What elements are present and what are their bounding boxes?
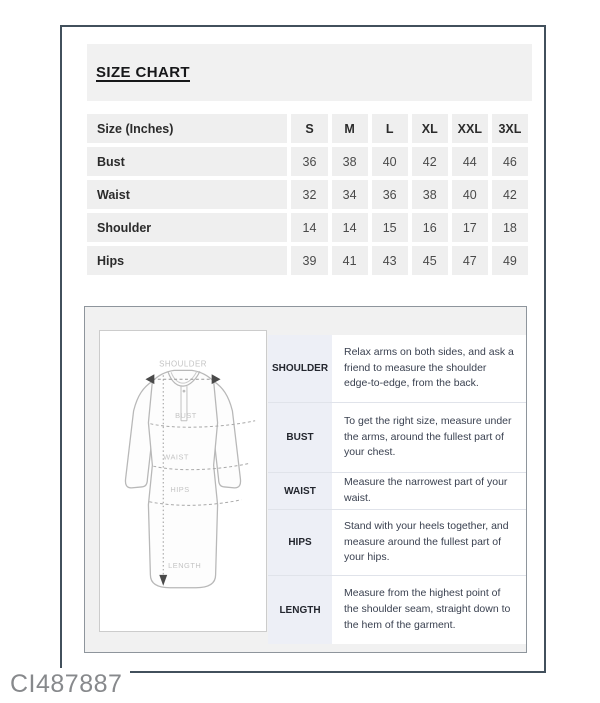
size-value-cell: 14 (291, 213, 327, 242)
dress-diagram (99, 330, 267, 632)
size-table-row (87, 180, 528, 209)
measurement-description: Measure the narrowest part of your waist. (344, 476, 508, 504)
size-column-header: 3XL (492, 114, 528, 143)
measurement-row-label: Shoulder (87, 213, 287, 242)
size-column-header: S (291, 114, 327, 143)
measurement-label: BUST (268, 403, 332, 472)
size-value-cell: 16 (412, 213, 448, 242)
size-value-cell: 40 (452, 180, 488, 209)
dress-body (148, 370, 217, 587)
instruction-row (268, 335, 526, 402)
diagram-label-shoulder: SHOULDER (159, 359, 207, 369)
size-table-row (87, 213, 528, 242)
size-value-cell: 36 (372, 180, 408, 209)
size-value-cell: 40 (372, 147, 408, 176)
size-value-cell: 15 (372, 213, 408, 242)
measurement-description: Stand with your heels together, and measure around the fullest part of your hips. (344, 519, 509, 564)
size-table (83, 110, 532, 279)
measurement-label: HIPS (268, 510, 332, 575)
dress-sketch (100, 331, 266, 631)
size-value-cell: 43 (372, 246, 408, 275)
diagram-label-bust: BUST (175, 410, 197, 420)
size-table-header-row (87, 114, 528, 143)
size-value-cell: 17 (452, 213, 488, 242)
size-column-header: XXL (452, 114, 488, 143)
size-table-row (87, 147, 528, 176)
size-value-cell: 47 (452, 246, 488, 275)
size-value-cell: 45 (412, 246, 448, 275)
size-column-header: XL (412, 114, 448, 143)
diagram-label-waist: WAIST (163, 452, 189, 462)
measurement-description: Relax arms on both sides, and ask a friend to measure the shoulder edge-to-edge, from the back. (344, 345, 514, 390)
title-block (87, 44, 532, 101)
size-chart-frame (60, 25, 546, 673)
size-value-cell: 38 (332, 147, 368, 176)
size-value-cell: 39 (291, 246, 327, 275)
instruction-row (268, 472, 526, 509)
size-value-cell: 18 (492, 213, 528, 242)
size-value-cell: 42 (412, 147, 448, 176)
size-value-cell: 41 (332, 246, 368, 275)
measurement-instructions (268, 335, 526, 644)
size-column-header: L (372, 114, 408, 143)
diagram-label-hips: HIPS (170, 484, 190, 494)
size-unit-header: Size (Inches) (87, 114, 287, 143)
measurement-description: To get the right size, measure under the arms, around the fullest part of your chest. (344, 414, 512, 459)
instruction-row (268, 402, 526, 472)
measurement-label: SHOULDER (268, 335, 332, 402)
measurement-guide-panel (84, 306, 527, 653)
measurement-description: Measure from the highest point of the shoulder seam, straight down to the hem of the garment. (344, 587, 511, 631)
size-value-cell: 32 (291, 180, 327, 209)
measurement-label: WAIST (268, 473, 332, 509)
measurement-row-label: Hips (87, 246, 287, 275)
measurement-row-label: Waist (87, 180, 287, 209)
instruction-row (268, 575, 526, 644)
size-table-row (87, 246, 528, 275)
size-column-header: M (332, 114, 368, 143)
size-value-cell: 38 (412, 180, 448, 209)
size-value-cell: 49 (492, 246, 528, 275)
size-value-cell: 42 (492, 180, 528, 209)
instruction-row (268, 509, 526, 575)
size-value-cell: 36 (291, 147, 327, 176)
size-value-cell: 14 (332, 213, 368, 242)
size-value-cell: 34 (332, 180, 368, 209)
measurement-row-label: Bust (87, 147, 287, 176)
dress-button (183, 390, 186, 393)
size-value-cell: 44 (452, 147, 488, 176)
size-value-cell: 46 (492, 147, 528, 176)
page-title: SIZE CHART (96, 64, 190, 81)
diagram-label-length: LENGTH (168, 560, 202, 570)
watermark-text: CI487887 (8, 668, 130, 702)
measurement-label: LENGTH (268, 576, 332, 644)
